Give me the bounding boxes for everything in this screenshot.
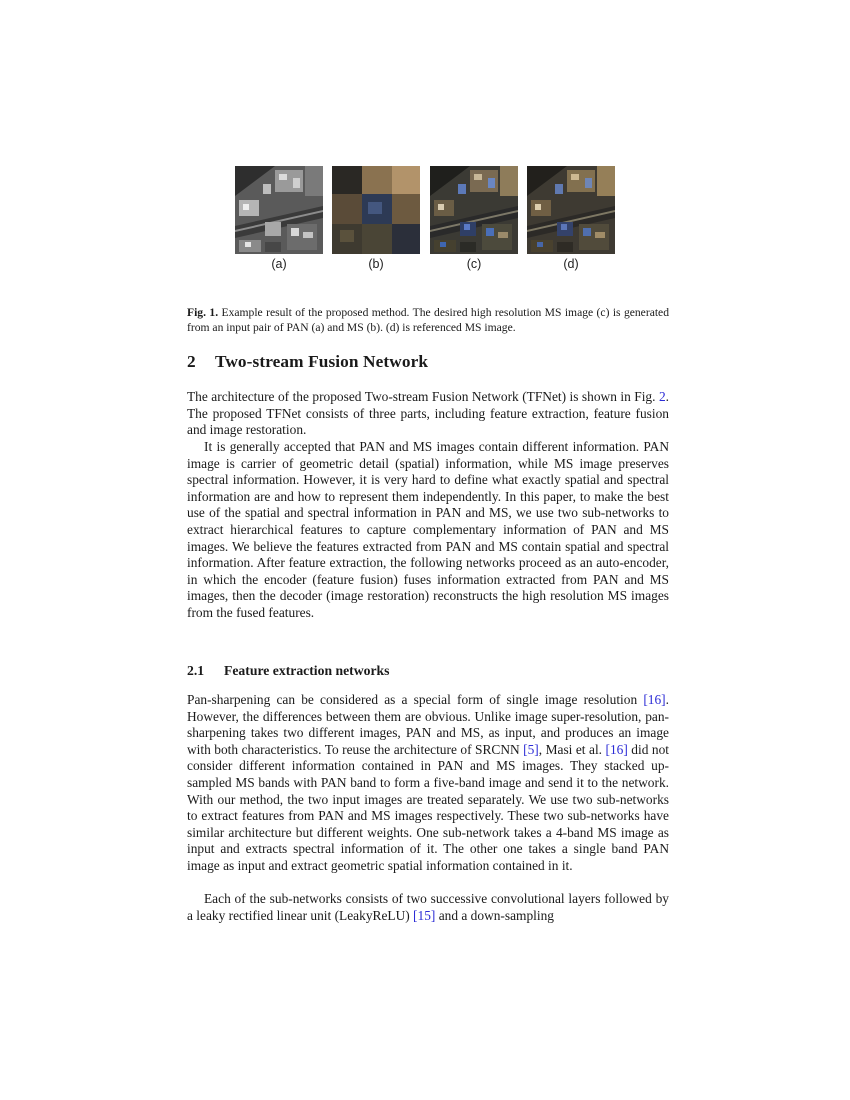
- paragraph-text: Pan-sharpening can be considered as a special form of single image resolution: [187, 692, 644, 707]
- citation-link[interactable]: [16]: [643, 692, 666, 707]
- figure-label-a: (a): [271, 257, 287, 271]
- section-heading: [187, 352, 428, 372]
- citation-link[interactable]: [15]: [413, 907, 436, 923]
- figure-image-pan: [235, 166, 323, 254]
- subsection-number: 2.1: [187, 663, 205, 678]
- paragraph-2: [187, 439, 669, 622]
- paragraph-text: Each of the sub-networks consists of two successive convolutional layers followed by a leaky rectified linear unit (LeakyReLU): [187, 891, 669, 923]
- figure-caption: [187, 305, 669, 335]
- paragraph-1: [187, 389, 669, 439]
- section-title: Two-stream Fusion Network: [215, 352, 429, 371]
- paragraph-3: [187, 692, 669, 875]
- paragraph-text: did not consider different information contained in PAN and MS images. They stacked up-sampled MS bands with PAN band to form a five-band image and send it to the network. With our method, the two input images are treated separately. We use two sub-networks to extract features from PAN and MS images respectively. These two sub-networks have similar architecture but different weights. One sub-network takes a 4-band MS image as input and extracts spectral information of it. The other one takes a single band PAN image as input and extract geometric spatial information contained in it.: [187, 741, 670, 873]
- figure-label-b: (b): [368, 257, 384, 271]
- paragraph-text: The architecture of the proposed Two-stream Fusion Network (TFNet) is shown in Fig.: [187, 389, 659, 404]
- figure-image-fused: [430, 166, 518, 254]
- subsection-heading: [187, 663, 389, 679]
- paragraph-text: . However, the differences between them are obvious. Unlike image super-resolution, pan-sharpening takes two different images, PAN and MS, as input, and produces an image with both characteristics. To reuse the architecture of SRCNN: [187, 692, 669, 757]
- figure-image-reference: [527, 166, 615, 254]
- figure-label-c: (c): [466, 257, 482, 271]
- paragraph-text: It is generally accepted that PAN and MS images contain different information. PAN image is carrier of geometric detail (spatial) information, while MS image preserves spectral information. However, it is very hard to define what exactly spatial and spectral information are and how to represent them independently. In this paper, to make the best use of the spatial and spectral information in PAN and MS, we use two sub-networks to extract hierarchical features to capture complementary information of PAN and MS images. We believe the features extracted from PAN and MS contain spatial and spectral information. After feature extraction, the following networks proceed as an auto-encoder, in which the encoder (feature fusion) fuses information extracted from PAN and MS images, then the decoder (image restoration) reconstructs the high resolution MS images from the fused features.: [187, 439, 669, 620]
- figure-image-ms: [332, 166, 420, 254]
- paragraph-text: and a down-sampling: [435, 907, 554, 923]
- paragraph-4: [187, 891, 669, 924]
- citation-link[interactable]: [16]: [605, 741, 628, 757]
- caption-label: Fig. 1.: [187, 305, 219, 319]
- figure-1: [235, 166, 617, 254]
- paragraph-text: . The proposed TFNet consists of three parts, including feature extraction, feature fusion and image restoration.: [187, 389, 669, 438]
- paragraph-text: , Masi et al.: [538, 741, 606, 757]
- subsection-title: Feature extraction networks: [224, 663, 390, 678]
- caption-text: Example result of the proposed method. The desired high resolution MS image (c) is generated from an input pair of PAN (a) and MS (b). (d) is referenced MS image.: [187, 305, 670, 334]
- figure-label-d: (d): [563, 257, 579, 271]
- section-number: 2: [187, 352, 196, 371]
- figure-link[interactable]: 2: [658, 389, 666, 404]
- citation-link[interactable]: [5]: [523, 741, 539, 757]
- paper-page: [187, 0, 669, 1100]
